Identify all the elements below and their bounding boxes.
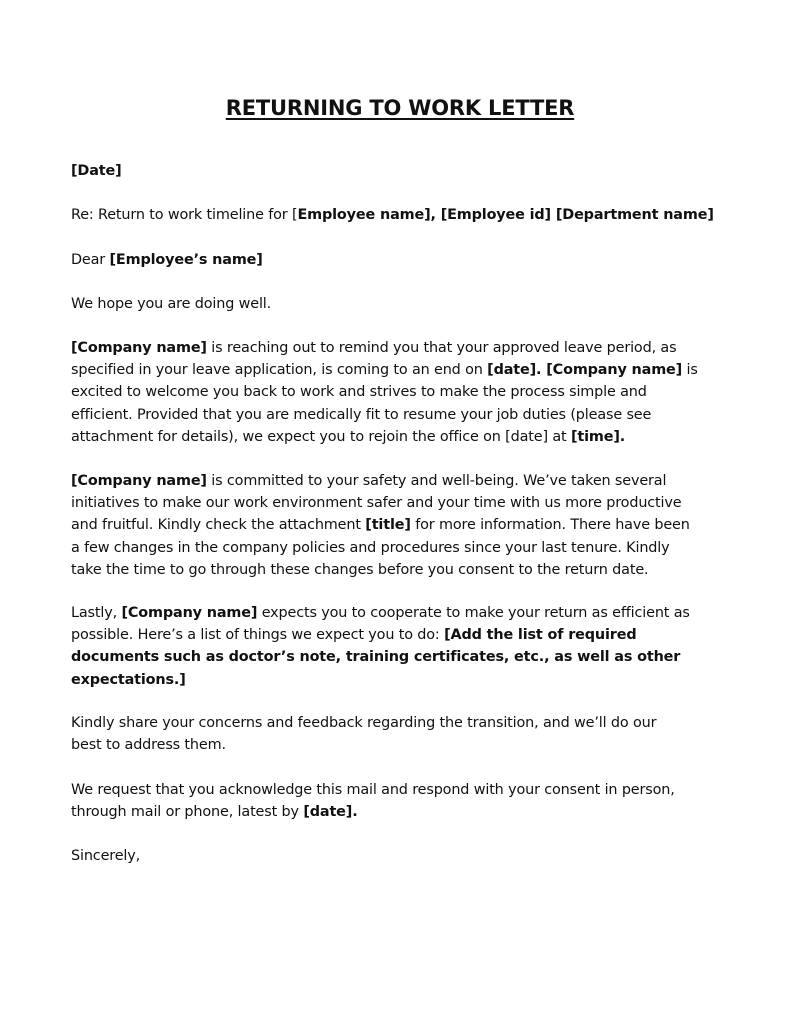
required-list-placeholder: [Add the list of required xyxy=(444,627,637,644)
paragraph-line xyxy=(71,801,741,823)
company-name-placeholder: [Company name] xyxy=(121,605,258,621)
paragraph-line xyxy=(71,602,741,624)
paragraph-line xyxy=(71,337,741,359)
salutation-prefix: Dear xyxy=(71,252,110,268)
paragraph-line: take the time to go through these changes before you consent to the return date. xyxy=(71,561,649,578)
paragraph-text: possible. Here’s a list of things we expect you to do: xyxy=(71,627,445,644)
salutation-name: [Employee’s name] xyxy=(109,252,263,268)
paragraph-line: We request that you acknowledge this mail and respond with your consent in person, xyxy=(71,782,675,798)
paragraph-line xyxy=(71,426,741,448)
paragraph-line: Kindly share your concerns and feedback regarding the transition, and we’ll do our xyxy=(71,715,657,731)
paragraph-line: efficient. Provided that you are medically fit to resume your job duties (please see xyxy=(71,406,652,423)
salutation xyxy=(71,249,741,271)
closing: Sincerely, xyxy=(71,848,141,864)
paragraph-line xyxy=(71,470,741,492)
paragraph-line xyxy=(71,669,741,691)
re-prefix: Re: Return to work timeline for [ xyxy=(71,207,298,223)
date-company-placeholder: [date]. [Company name] xyxy=(487,362,683,379)
paragraph-leave-period xyxy=(71,337,741,448)
date-placeholder: [date]. xyxy=(303,804,358,821)
paragraph-acknowledge xyxy=(71,779,741,823)
paragraph-text: for more information. There have been xyxy=(410,517,690,534)
paragraph-expectations xyxy=(71,602,741,691)
greeting: We hope you are doing well. xyxy=(71,296,272,312)
paragraph-text: specified in your leave application, is coming to an end on xyxy=(71,362,488,379)
required-list-placeholder: expectations.] xyxy=(71,671,186,688)
paragraph-safety xyxy=(71,470,741,581)
paragraph-line: best to address them. xyxy=(71,737,226,754)
paragraph-text: is xyxy=(682,362,698,379)
required-list-placeholder: documents such as doctor’s note, training certificates, etc., as well as other xyxy=(71,649,681,666)
paragraph-feedback xyxy=(71,712,741,756)
company-name-placeholder: [Company name] xyxy=(71,340,207,356)
paragraph-text: expects you to cooperate to make your return as efficient as xyxy=(257,605,690,621)
date-placeholder: [Date] xyxy=(71,163,122,179)
paragraph-text: is committed to your safety and well-being. We’ve taken several xyxy=(206,473,667,489)
re-line xyxy=(71,204,741,226)
re-employee-details: Employee name], [Employee id] [Department name] xyxy=(297,207,714,223)
paragraph-line xyxy=(71,646,741,668)
paragraph-line xyxy=(71,359,741,381)
paragraph-text: attachment for details), we expect you to rejoin the office on [date] at xyxy=(71,428,571,445)
paragraph-line: excited to welcome you back to work and strives to make the process simple and xyxy=(71,384,647,401)
letter-title: RETURNING TO WORK LETTER xyxy=(225,96,575,120)
paragraph-line: initiatives to make our work environment safer and your time with us more productive xyxy=(71,495,682,512)
paragraph-text: is reaching out to remind you that your approved leave period, as xyxy=(206,340,677,356)
title-placeholder: [title] xyxy=(365,517,411,534)
company-name-placeholder: [Company name] xyxy=(71,473,207,489)
paragraph-line: a few changes in the company policies and procedures since your last tenure. Kindly xyxy=(71,539,670,556)
paragraph-line xyxy=(71,624,741,646)
paragraph-text: through mail or phone, latest by xyxy=(71,804,304,821)
paragraph-text: and fruitful. Kindly check the attachment xyxy=(71,517,366,534)
time-placeholder: [time]. xyxy=(570,428,626,445)
paragraph-line xyxy=(71,514,741,536)
date-line xyxy=(71,160,741,182)
paragraph-text: Lastly, xyxy=(71,605,122,621)
